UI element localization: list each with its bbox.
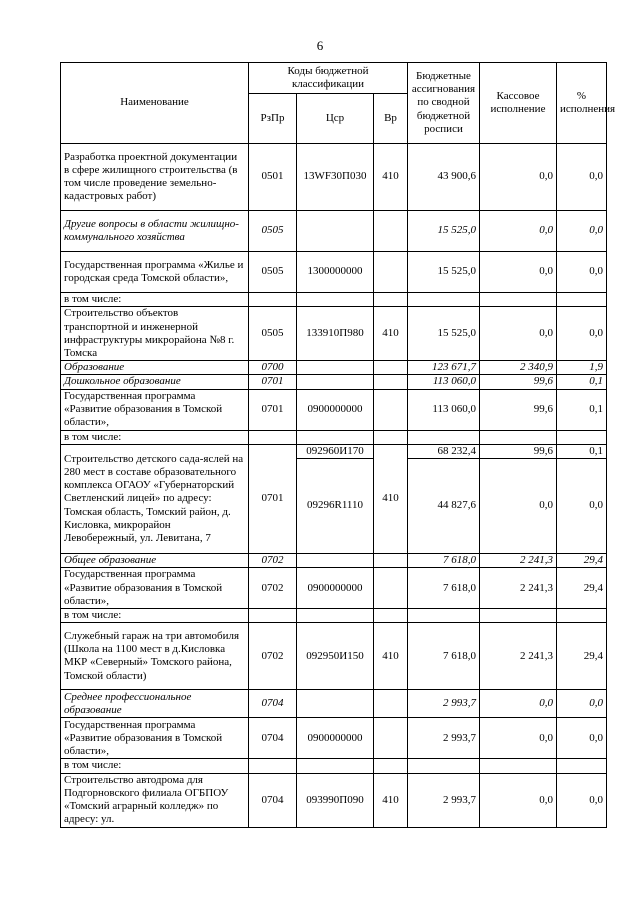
- cell-budget: 44 827,6: [408, 459, 480, 554]
- cell-name: Строительство автодрома для Подгорновского филиала ОГБПОУ «Томский аграрный колледж» по адресу: ул.: [61, 773, 249, 827]
- cell-pct: 0,0: [557, 459, 607, 554]
- cell-name: Другие вопросы в области жилищно-коммунального хозяйства: [61, 211, 249, 252]
- cell-pct: 0,0: [557, 144, 607, 211]
- cell-budget: 7 618,0: [408, 623, 480, 690]
- header-pct: % исполнения: [557, 63, 607, 144]
- cell-rzpr: 0704: [249, 718, 297, 759]
- cell-cash: 0,0: [480, 211, 557, 252]
- cell-vr: [374, 568, 408, 609]
- cell-name: Строительство детского сада-яслей на 280 мест в составе образовательного комплекса ОГАОУ «Губернаторский Светленский лицей» по адресу: Томская область, Томский район, д. Кисловка, микрорайон Левобережный, ул. Левитана, 7: [61, 444, 249, 553]
- table-row: [61, 609, 607, 623]
- cell-name: в том числе:: [61, 430, 249, 444]
- table-row: [61, 444, 607, 458]
- cell-cash: 0,0: [480, 773, 557, 827]
- table-row: [61, 568, 607, 609]
- cell-cash: 2 241,3: [480, 623, 557, 690]
- cell-pct: 0,0: [557, 211, 607, 252]
- cell-vr: [374, 554, 408, 568]
- cell-cash: 0,0: [480, 718, 557, 759]
- table-row: [61, 211, 607, 252]
- cell-cash: 0,0: [480, 459, 557, 554]
- table-row: [61, 773, 607, 827]
- cell-csr: [297, 690, 374, 718]
- cell-rzpr: 0702: [249, 568, 297, 609]
- cell-cash: 0,0: [480, 252, 557, 293]
- cell-pct: 0,0: [557, 252, 607, 293]
- cell-name: в том числе:: [61, 609, 249, 623]
- cell-vr: [374, 375, 408, 389]
- cell-name: Общее образование: [61, 554, 249, 568]
- table-row: [61, 623, 607, 690]
- cell-pct: 0,0: [557, 307, 607, 361]
- cell-rzpr: 0702: [249, 623, 297, 690]
- cell-name: Государственная программа «Развитие образования в Томской области»,: [61, 568, 249, 609]
- cell-budget: 7 618,0: [408, 554, 480, 568]
- cell-cash: 2 340,9: [480, 361, 557, 375]
- cell-rzpr: 0701: [249, 389, 297, 430]
- cell-vr: 410: [374, 773, 408, 827]
- cell-pct: 0,1: [557, 444, 607, 458]
- cell-cash: 0,0: [480, 144, 557, 211]
- cell-name: Служебный гараж на три автомобиля (Школа на 1100 мест в д.Кисловка МКР «Северный» Томского района, Томской области): [61, 623, 249, 690]
- cell-rzpr: 0704: [249, 773, 297, 827]
- cell-rzpr: 0505: [249, 211, 297, 252]
- cell-rzpr: 0704: [249, 690, 297, 718]
- cell-budget: 2 993,7: [408, 773, 480, 827]
- table-row: [61, 430, 607, 444]
- cell-name: Государственная программа «Жилье и городская среда Томской области»,: [61, 252, 249, 293]
- header-vr: Вр: [374, 94, 408, 144]
- cell-csr: [297, 361, 374, 375]
- cell-name: в том числе:: [61, 293, 249, 307]
- header-budget: Бюджетные ассигнования по сводной бюджетной росписи: [408, 63, 480, 144]
- cell-pct: 0,1: [557, 389, 607, 430]
- table-row: [61, 690, 607, 718]
- cell-budget: 2 993,7: [408, 718, 480, 759]
- cell-csr: 092960И170: [297, 444, 374, 458]
- cell-csr: 1300000000: [297, 252, 374, 293]
- table-row: [61, 554, 607, 568]
- cell-budget: 43 900,6: [408, 144, 480, 211]
- cell-budget: 123 671,7: [408, 361, 480, 375]
- cell-name: Государственная программа «Развитие образования в Томской области»,: [61, 718, 249, 759]
- cell-csr: 133910П980: [297, 307, 374, 361]
- header-row: [61, 63, 607, 94]
- cell-budget: 15 525,0: [408, 252, 480, 293]
- cell-csr: 0900000000: [297, 389, 374, 430]
- cell-pct: 0,0: [557, 690, 607, 718]
- cell-vr: [374, 718, 408, 759]
- cell-vr: [374, 361, 408, 375]
- table-row: [61, 718, 607, 759]
- cell-name: Государственная программа «Развитие образования в Томской области»,: [61, 389, 249, 430]
- cell-cash: 2 241,3: [480, 554, 557, 568]
- budget-table: [60, 62, 616, 828]
- cell-cash: 2 241,3: [480, 568, 557, 609]
- cell-pct: 29,4: [557, 554, 607, 568]
- table-row: [61, 375, 607, 389]
- cell-csr: 09296R1110: [297, 459, 374, 554]
- cell-pct: 0,0: [557, 718, 607, 759]
- cell-vr: [374, 252, 408, 293]
- cell-pct: 29,4: [557, 568, 607, 609]
- cell-pct: 0,1: [557, 375, 607, 389]
- cell-csr: [297, 375, 374, 389]
- cell-name: Дошкольное образование: [61, 375, 249, 389]
- cell-csr: [297, 554, 374, 568]
- cell-cash: 99,6: [480, 375, 557, 389]
- cell-name: Среднее профессиональное образование: [61, 690, 249, 718]
- header-csr: Цср: [297, 94, 374, 144]
- cell-vr: 410: [374, 144, 408, 211]
- header-codes: Коды бюджетной классификации: [249, 63, 408, 94]
- table-row: [61, 293, 607, 307]
- cell-vr: [374, 211, 408, 252]
- cell-rzpr: 0505: [249, 252, 297, 293]
- cell-vr: 410: [374, 307, 408, 361]
- cell-name: Строительство объектов транспортной и инженерной инфраструктуры микрорайона №8 г. Томска: [61, 307, 249, 361]
- cell-vr: 410: [374, 623, 408, 690]
- table-row: [61, 307, 607, 361]
- cell-csr: 092950И150: [297, 623, 374, 690]
- cell-pct: 1,9: [557, 361, 607, 375]
- cell-csr: [297, 211, 374, 252]
- cell-budget: 15 525,0: [408, 211, 480, 252]
- cell-name: в том числе:: [61, 759, 249, 773]
- cell-cash: 0,0: [480, 690, 557, 718]
- cell-csr: 0900000000: [297, 568, 374, 609]
- cell-budget: 7 618,0: [408, 568, 480, 609]
- table-row: [61, 759, 607, 773]
- cell-rzpr: 0701: [249, 375, 297, 389]
- cell-vr: [374, 389, 408, 430]
- cell-rzpr: 0701: [249, 444, 297, 553]
- cell-name: Образование: [61, 361, 249, 375]
- cell-vr: [374, 690, 408, 718]
- cell-cash: 0,0: [480, 307, 557, 361]
- cell-csr: 093990П090: [297, 773, 374, 827]
- header-rzpr: РзПр: [249, 94, 297, 144]
- cell-vr: 410: [374, 444, 408, 553]
- table-row: [61, 361, 607, 375]
- cell-rzpr: 0702: [249, 554, 297, 568]
- cell-name: Разработка проектной документации в сфере жилищного строительства (в том числе проведение земельно-кадастровых работ): [61, 144, 249, 211]
- cell-rzpr: 0505: [249, 307, 297, 361]
- cell-cash: 99,6: [480, 389, 557, 430]
- cell-budget: 113 060,0: [408, 375, 480, 389]
- table-row: [61, 144, 607, 211]
- cell-csr: 13WF30П030: [297, 144, 374, 211]
- cell-pct: 0,0: [557, 773, 607, 827]
- table-row: [61, 389, 607, 430]
- cell-csr: 0900000000: [297, 718, 374, 759]
- table-row: [61, 252, 607, 293]
- header-cash: Кассовое исполнение: [480, 63, 557, 144]
- cell-rzpr: 0700: [249, 361, 297, 375]
- cell-pct: 29,4: [557, 623, 607, 690]
- cell-budget: 15 525,0: [408, 307, 480, 361]
- cell-cash: 99,6: [480, 444, 557, 458]
- page-number: 6: [316, 38, 324, 53]
- cell-budget: 113 060,0: [408, 389, 480, 430]
- cell-budget: 68 232,4: [408, 444, 480, 458]
- cell-rzpr: 0501: [249, 144, 297, 211]
- header-name: Наименование: [61, 63, 249, 144]
- cell-budget: 2 993,7: [408, 690, 480, 718]
